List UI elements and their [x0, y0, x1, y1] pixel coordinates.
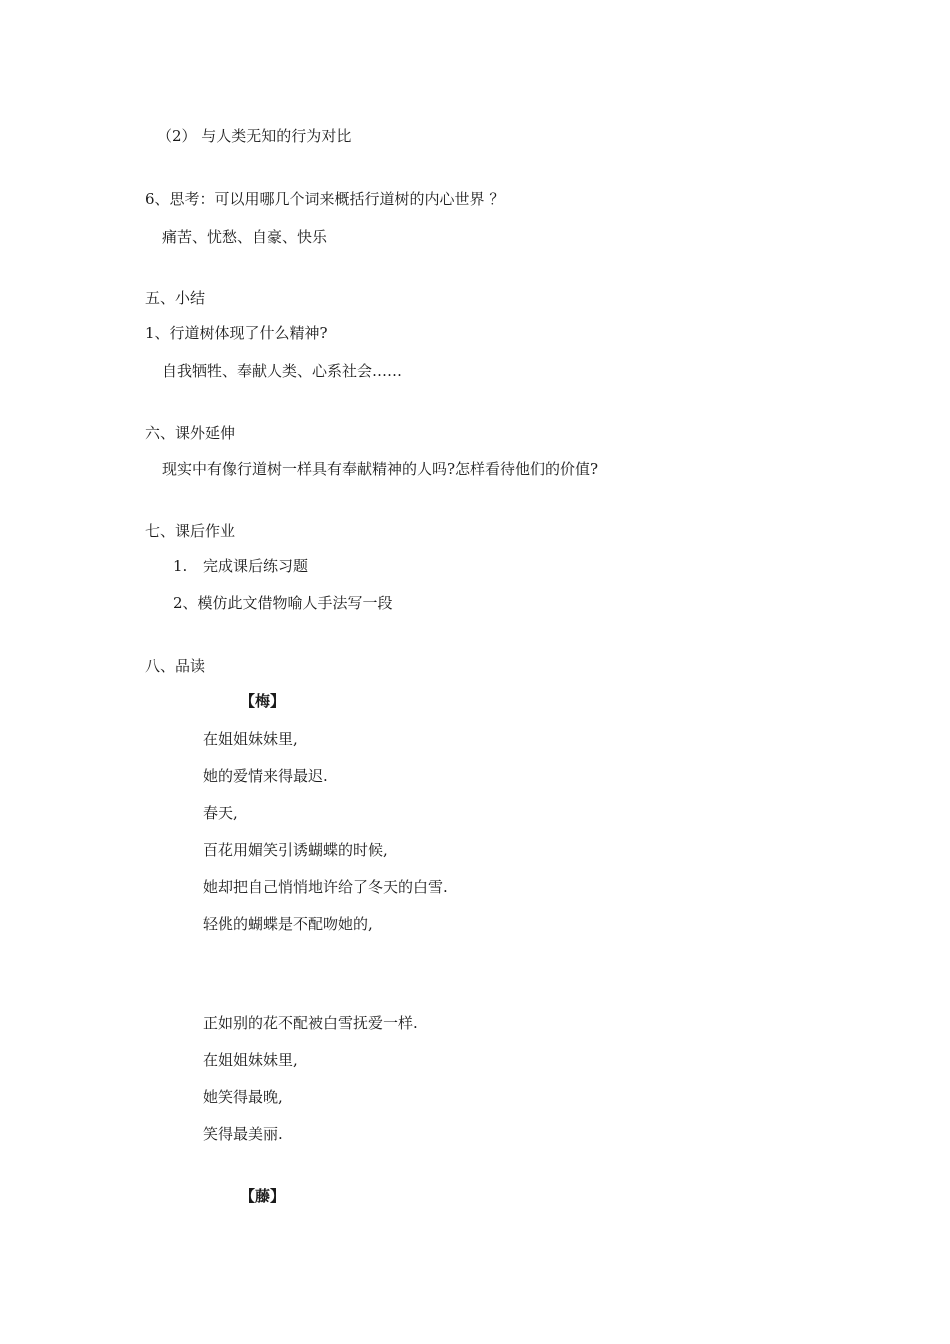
reading-heading: 八、品读 [145, 657, 206, 675]
poem-line: 她笑得最晚, [203, 1088, 283, 1106]
poem-line: 正如别的花不配被白雪抚爱一样. [203, 1014, 418, 1032]
poem-line: 轻佻的蝴蝶是不配吻她的, [203, 915, 373, 933]
homework-item-1-text: 完成课后练习题 [203, 557, 309, 575]
poem-line: 在姐姐妹妹里, [203, 730, 298, 748]
extension-heading: 六、课外延伸 [145, 424, 236, 442]
summary-answer: 自我牺牲、奉献人类、心系社会…… [162, 362, 403, 380]
question-6-answer: 痛苦、忧愁、自豪、快乐 [162, 228, 328, 246]
poem-title-vine: 【藤】 [240, 1187, 286, 1205]
poem-line: 她却把自己悄悄地许给了冬天的白雪. [203, 878, 448, 896]
poem-line: 春天, [203, 804, 238, 822]
poem-title-plum: 【梅】 [240, 692, 286, 710]
poem-line: 在姐姐妹妹里, [203, 1051, 298, 1069]
homework-item-1-number: 1. [173, 557, 188, 575]
poem-line: 百花用媚笑引诱蝴蝶的时候, [203, 841, 388, 859]
homework-item-2: 2、模仿此文借物喻人手法写一段 [173, 594, 393, 612]
poem-line: 她的爱情来得最迟. [203, 767, 328, 785]
homework-heading: 七、课后作业 [145, 522, 236, 540]
summary-question: 1、行道树体现了什么精神? [145, 324, 328, 342]
comparison-item-2: （2） 与人类无知的行为对比 [157, 127, 352, 145]
extension-text: 现实中有像行道树一样具有奉献精神的人吗?怎样看待他们的价值? [162, 460, 599, 478]
poem-line: 笑得最美丽. [203, 1125, 283, 1143]
question-6: 6、思考：可以用哪几个词来概括行道树的内心世界 ？ [145, 190, 505, 208]
summary-heading: 五、小结 [145, 289, 206, 307]
